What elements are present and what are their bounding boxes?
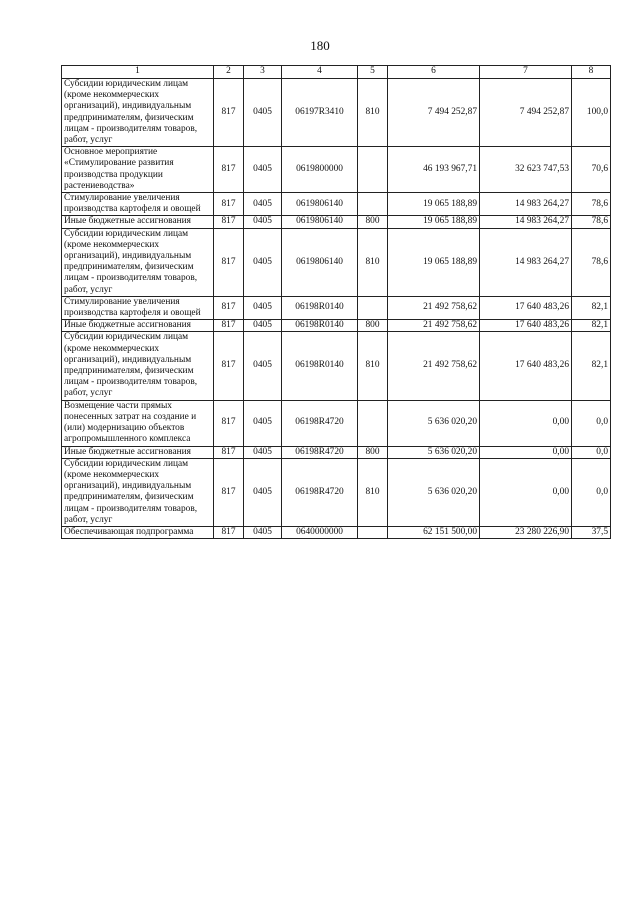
grbs-cell: 817 [214, 216, 244, 228]
table-row [62, 228, 611, 296]
column-header: 1 [62, 66, 214, 79]
actual-amount-cell: 17 640 483,26 [480, 332, 572, 400]
percent-cell: 82,1 [572, 320, 611, 332]
percent-cell: 78,6 [572, 216, 611, 228]
actual-amount-cell: 7 494 252,87 [480, 79, 572, 147]
expense-type-cell [358, 147, 388, 193]
percent-cell: 0,0 [572, 446, 611, 458]
section-cell: 0405 [244, 193, 282, 216]
section-cell: 0405 [244, 526, 282, 538]
header-row [62, 66, 611, 79]
actual-amount-cell: 32 623 747,53 [480, 147, 572, 193]
grbs-cell: 817 [214, 400, 244, 446]
plan-amount-cell: 62 151 500,00 [388, 526, 480, 538]
actual-amount-cell: 17 640 483,26 [480, 320, 572, 332]
target-article-cell: 06198R4720 [282, 400, 358, 446]
grbs-cell: 817 [214, 228, 244, 296]
grbs-cell: 817 [214, 320, 244, 332]
grbs-cell: 817 [214, 446, 244, 458]
section-cell: 0405 [244, 296, 282, 319]
plan-amount-cell: 21 492 758,62 [388, 332, 480, 400]
percent-cell: 78,6 [572, 228, 611, 296]
row-name-cell: Обеспечивающая подпрограмма [62, 526, 214, 538]
plan-amount-cell: 5 636 020,20 [388, 446, 480, 458]
section-cell: 0405 [244, 216, 282, 228]
actual-amount-cell: 0,00 [480, 458, 572, 526]
percent-cell: 82,1 [572, 332, 611, 400]
table-row [62, 296, 611, 319]
percent-cell: 0,0 [572, 458, 611, 526]
plan-amount-cell: 5 636 020,20 [388, 400, 480, 446]
target-article-cell: 06197R3410 [282, 79, 358, 147]
target-article-cell: 06198R0140 [282, 296, 358, 319]
plan-amount-cell: 19 065 188,89 [388, 193, 480, 216]
target-article-cell: 0640000000 [282, 526, 358, 538]
grbs-cell: 817 [214, 296, 244, 319]
percent-cell: 37,5 [572, 526, 611, 538]
column-header: 7 [480, 66, 572, 79]
column-header: 5 [358, 66, 388, 79]
expense-type-cell [358, 296, 388, 319]
grbs-cell: 817 [214, 332, 244, 400]
table-row [62, 332, 611, 400]
target-article-cell: 0619806140 [282, 228, 358, 296]
page-number: 180 [310, 38, 330, 53]
percent-cell: 78,6 [572, 193, 611, 216]
table-row [62, 446, 611, 458]
target-article-cell: 0619806140 [282, 216, 358, 228]
actual-amount-cell: 14 983 264,27 [480, 216, 572, 228]
row-name-cell: Иные бюджетные ассигнования [62, 320, 214, 332]
table-row [62, 193, 611, 216]
row-name-cell: Субсидии юридическим лицам (кроме некоммерческих организаций), индивидуальным предпринимателям, физическим лицам - производителям товаров, работ, услуг [62, 228, 214, 296]
row-name-cell: Стимулирование увеличения производства картофеля и овощей [62, 193, 214, 216]
row-name-cell: Субсидии юридическим лицам (кроме некоммерческих организаций), индивидуальным предпринимателям, физическим лицам - производителям товаров, работ, услуг [62, 332, 214, 400]
grbs-cell: 817 [214, 526, 244, 538]
grbs-cell: 817 [214, 458, 244, 526]
row-name-cell: Иные бюджетные ассигнования [62, 216, 214, 228]
expense-type-cell [358, 526, 388, 538]
expense-type-cell: 810 [358, 228, 388, 296]
table-row [62, 79, 611, 147]
table-row [62, 216, 611, 228]
column-header: 8 [572, 66, 611, 79]
plan-amount-cell: 46 193 967,71 [388, 147, 480, 193]
expense-type-cell: 800 [358, 320, 388, 332]
column-header: 4 [282, 66, 358, 79]
table-row [62, 458, 611, 526]
actual-amount-cell: 0,00 [480, 446, 572, 458]
target-article-cell: 06198R4720 [282, 458, 358, 526]
row-name-cell: Основное мероприятие «Стимулирование развития производства продукции растениеводства» [62, 147, 214, 193]
section-cell: 0405 [244, 228, 282, 296]
plan-amount-cell: 21 492 758,62 [388, 320, 480, 332]
expense-type-cell: 810 [358, 332, 388, 400]
section-cell: 0405 [244, 400, 282, 446]
section-cell: 0405 [244, 320, 282, 332]
plan-amount-cell: 5 636 020,20 [388, 458, 480, 526]
target-article-cell: 06198R4720 [282, 446, 358, 458]
table-row [62, 400, 611, 446]
actual-amount-cell: 14 983 264,27 [480, 228, 572, 296]
section-cell: 0405 [244, 332, 282, 400]
plan-amount-cell: 21 492 758,62 [388, 296, 480, 319]
expense-type-cell: 800 [358, 446, 388, 458]
percent-cell: 82,1 [572, 296, 611, 319]
percent-cell: 100,0 [572, 79, 611, 147]
target-article-cell: 06198R0140 [282, 332, 358, 400]
row-name-cell: Иные бюджетные ассигнования [62, 446, 214, 458]
table-row [62, 320, 611, 332]
target-article-cell: 06198R0140 [282, 320, 358, 332]
row-name-cell: Стимулирование увеличения производства картофеля и овощей [62, 296, 214, 319]
expense-type-cell: 810 [358, 79, 388, 147]
expense-type-cell: 800 [358, 216, 388, 228]
column-header: 2 [214, 66, 244, 79]
expense-type-cell [358, 193, 388, 216]
table-row [62, 147, 611, 193]
plan-amount-cell: 7 494 252,87 [388, 79, 480, 147]
expense-type-cell: 810 [358, 458, 388, 526]
section-cell: 0405 [244, 147, 282, 193]
actual-amount-cell: 0,00 [480, 400, 572, 446]
section-cell: 0405 [244, 458, 282, 526]
expense-type-cell [358, 400, 388, 446]
row-name-cell: Возмещение части прямых понесенных затрат на создание и (или) модернизацию объектов агропромышленного комплекса [62, 400, 214, 446]
budget-table [61, 65, 611, 539]
percent-cell: 70,6 [572, 147, 611, 193]
column-header: 3 [244, 66, 282, 79]
grbs-cell: 817 [214, 147, 244, 193]
section-cell: 0405 [244, 446, 282, 458]
target-article-cell: 0619800000 [282, 147, 358, 193]
grbs-cell: 817 [214, 193, 244, 216]
column-header: 6 [388, 66, 480, 79]
target-article-cell: 0619806140 [282, 193, 358, 216]
actual-amount-cell: 17 640 483,26 [480, 296, 572, 319]
grbs-cell: 817 [214, 79, 244, 147]
section-cell: 0405 [244, 79, 282, 147]
row-name-cell: Субсидии юридическим лицам (кроме некоммерческих организаций), индивидуальным предпринимателям, физическим лицам - производителям товаров, работ, услуг [62, 458, 214, 526]
table-row [62, 526, 611, 538]
row-name-cell: Субсидии юридическим лицам (кроме некоммерческих организаций), индивидуальным предпринимателям, физическим лицам - производителям товаров, работ, услуг [62, 79, 214, 147]
plan-amount-cell: 19 065 188,89 [388, 216, 480, 228]
actual-amount-cell: 23 280 226,90 [480, 526, 572, 538]
plan-amount-cell: 19 065 188,89 [388, 228, 480, 296]
percent-cell: 0,0 [572, 400, 611, 446]
actual-amount-cell: 14 983 264,27 [480, 193, 572, 216]
